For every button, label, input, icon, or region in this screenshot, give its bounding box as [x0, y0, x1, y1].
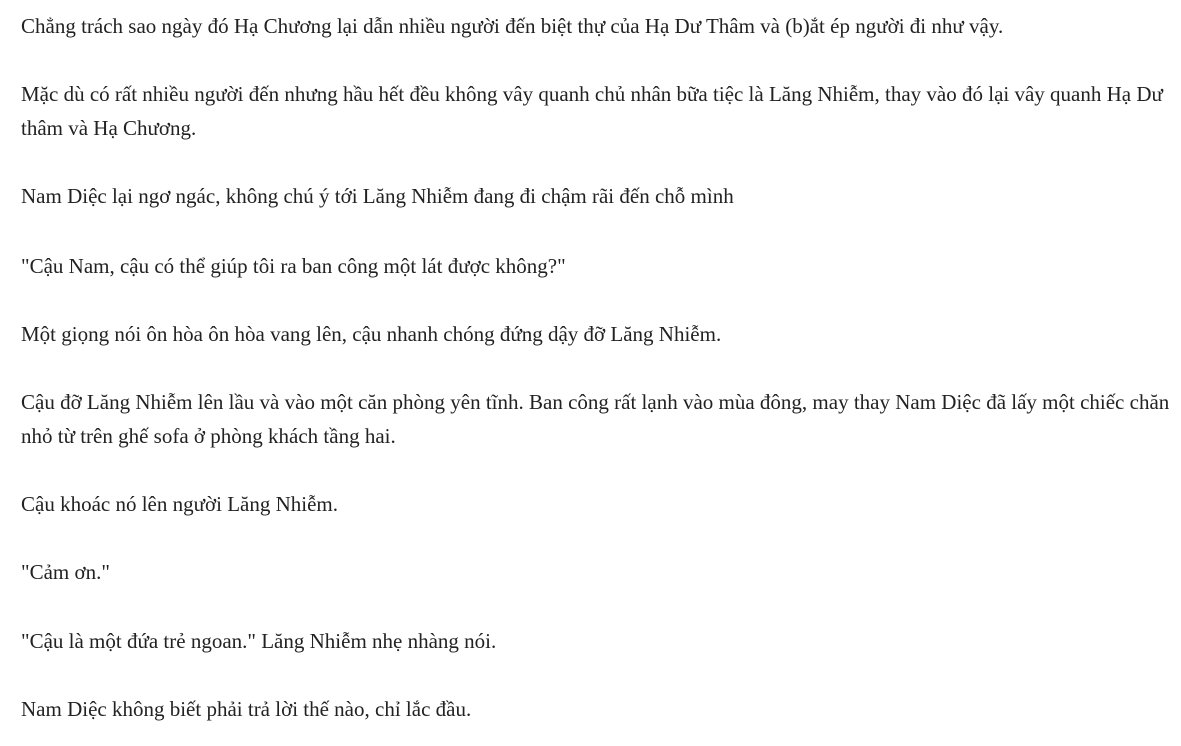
paragraph: "Cảm ơn." — [21, 560, 110, 584]
paragraph: Cậu đỡ Lăng Nhiễm lên lầu và vào một căn phòng yên tĩnh. Ban công rất lạnh vào mùa đông, may thay Nam Diệc đã lấy một chiếc chăn nhỏ từ trên ghế sofa ở phòng khách tầng hai. — [21, 390, 1170, 448]
paragraph: "Cậu Nam, cậu có thể giúp tôi ra ban công một lát được không?" — [21, 254, 566, 278]
paragraph: Cậu khoác nó lên người Lăng Nhiễm. — [21, 492, 338, 516]
paragraph: Nam Diệc không biết phải trả lời thế nào, chỉ lắc đầu. — [21, 697, 472, 721]
paragraph: Mặc dù có rất nhiều người đến nhưng hầu hết đều không vây quanh chủ nhân bữa tiệc là Lăng Nhiễm, thay vào đó lại vây quanh Hạ Dư thâm và Hạ Chương. — [21, 82, 1163, 140]
paragraph: Nam Diệc lại ngơ ngác, không chú ý tới Lăng Nhiễm đang đi chậm rãi đến chỗ mình — [21, 184, 734, 208]
paragraph: Một giọng nói ôn hòa ôn hòa vang lên, cậu nhanh chóng đứng dậy đỡ Lăng Nhiễm. — [21, 322, 722, 346]
paragraph: "Cậu là một đứa trẻ ngoan." Lăng Nhiễm nhẹ nhàng nói. — [21, 629, 497, 653]
paragraph: Chẳng trách sao ngày đó Hạ Chương lại dẫn nhiều người đến biệt thự của Hạ Dư Thâm và (b)ắt ép người đi như vậy. — [21, 14, 1004, 38]
